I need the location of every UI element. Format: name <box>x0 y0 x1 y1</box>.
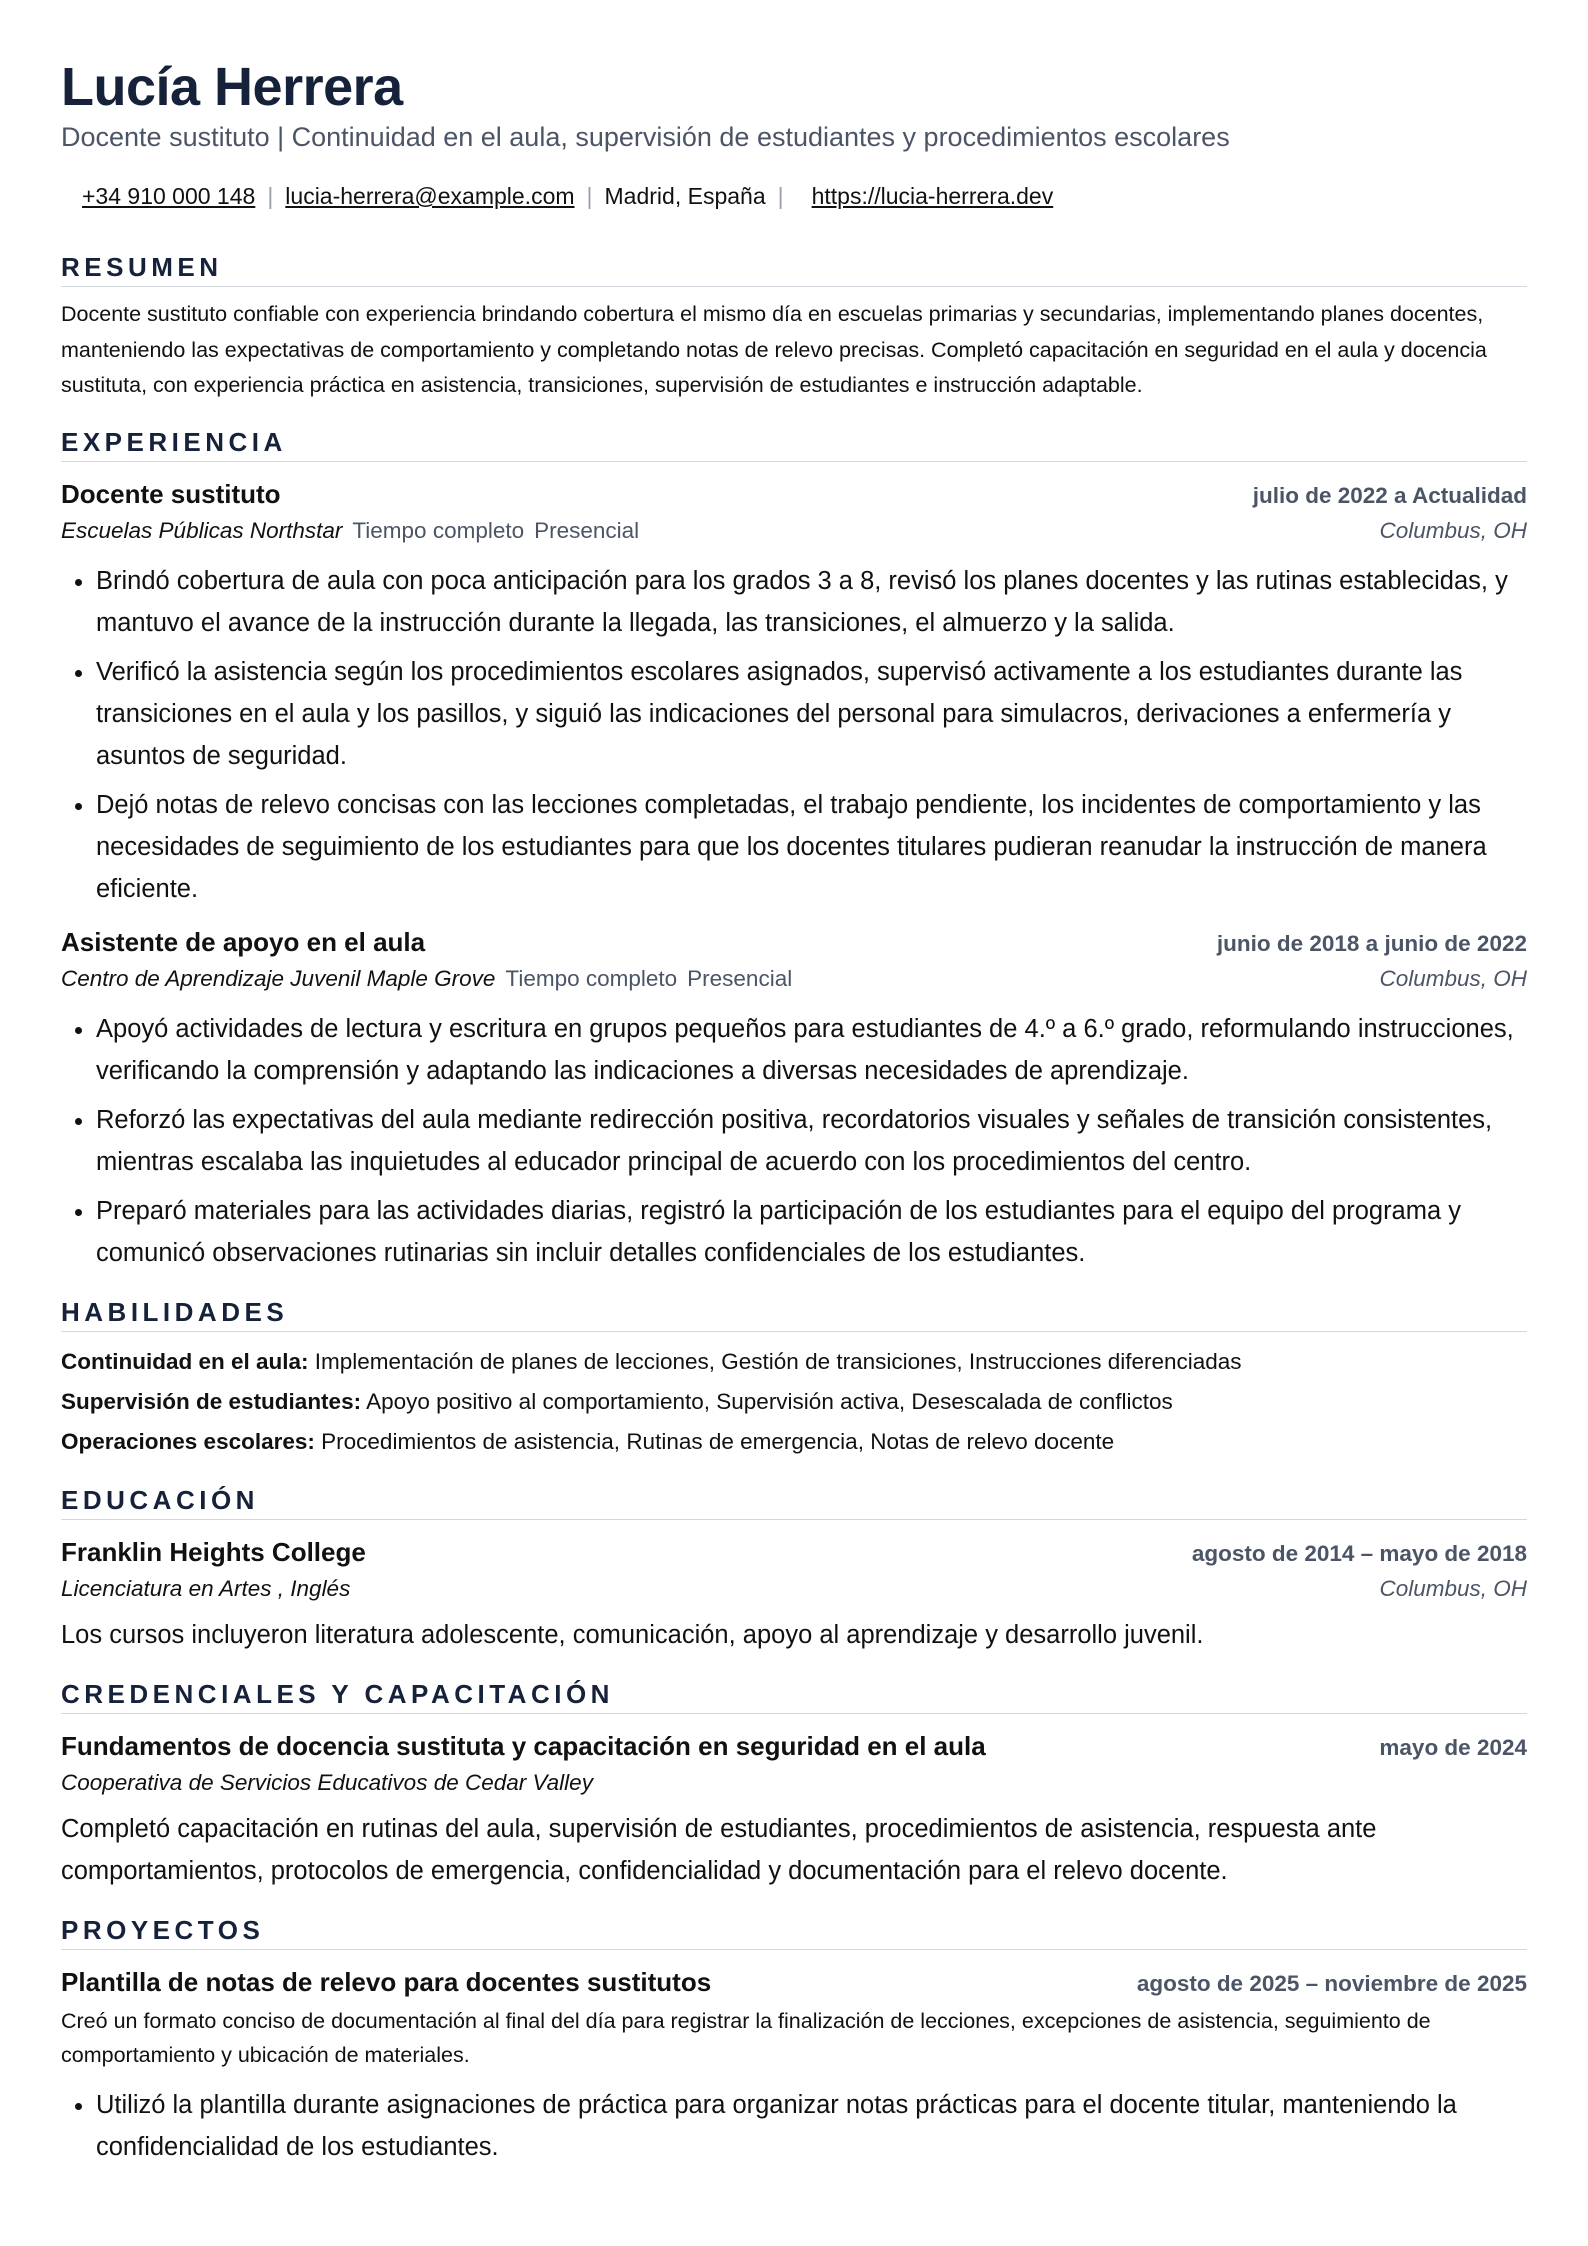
bullet-item: • Dejó notas de relevo concisas con las lecciones completadas, el trabajo pendiente, los incidentes de comportamiento y las necesidades de seguimiento de los estudiantes para que los docentes titulares pudieran reanudar la instrucción de manera eficiente. <box>96 784 1527 910</box>
education-section <box>61 1484 1527 1656</box>
skills-section <box>61 1296 1527 1462</box>
skill-group-items: Procedimientos de asistencia, Rutinas de emergencia, Notas de relevo docente <box>321 1428 1115 1454</box>
contact-line <box>82 181 1527 211</box>
credential-issuer: Cooperativa de Servicios Educativos de Cedar Valley <box>61 1769 593 1795</box>
bullet-item: • Reforzó las expectativas del aula mediante redirección positiva, recordatorios visuales y señales de transición consistentes, mientras escalaba las inquietudes al educador principal de acuerdo con los procedimientos del centro. <box>96 1099 1527 1183</box>
section-title-projects: PROYECTOS <box>61 1914 1527 1950</box>
job-location: Columbus, OH <box>1379 965 1527 991</box>
project-entry <box>61 1964 1527 2168</box>
section-title-credentials: CREDENCIALES Y CAPACITACIÓN <box>61 1678 1527 1714</box>
contact-separator: | <box>777 183 784 209</box>
education-dates: agosto de 2014 – mayo de 2018 <box>1191 1540 1527 1566</box>
job-dates: julio de 2022 a Actualidad <box>1252 482 1527 508</box>
credential-details: Completó capacitación en rutinas del aula, supervisión de estudiantes, procedimientos de asistencia, respuesta ante comportamientos, protocolos de emergencia, confidencialidad y documentación para el relevo docente. <box>61 1814 1377 1885</box>
job-title: Asistente de apoyo en el aula <box>61 926 426 957</box>
section-title-experience: EXPERIENCIA <box>61 426 1527 462</box>
phone-link[interactable]: +34 910 000 148 <box>82 183 256 209</box>
job-bullets <box>61 1008 1527 1274</box>
skill-group <box>61 1342 1527 1382</box>
job-organization: Centro de Aprendizaje Juvenil Maple Grove <box>61 965 496 991</box>
candidate-tagline: Docente sustituto | Continuidad en el aula, supervisión de estudiantes y procedimientos escolares <box>61 122 1230 152</box>
skill-group <box>61 1382 1527 1422</box>
bullet-item: • Preparó materiales para las actividades diarias, registró la participación de los estudiantes para el equipo del programa y comunicó observaciones rutinarias sin incluir detalles confidenciales de los estudiantes. <box>96 1190 1527 1274</box>
school-name: Franklin Heights College <box>61 1536 366 1567</box>
header <box>61 52 1527 211</box>
job-mode: Presencial <box>687 965 793 991</box>
skill-group-label: Operaciones escolares: <box>61 1428 315 1454</box>
education-entry <box>61 1534 1527 1656</box>
email-link[interactable]: lucia-herrera@example.com <box>285 183 575 209</box>
summary-section <box>61 251 1527 404</box>
job-bullets <box>61 560 1527 910</box>
job-organization: Escuelas Públicas Northstar <box>61 517 343 543</box>
job-title: Docente sustituto <box>61 478 281 509</box>
credential-entry <box>61 1728 1527 1892</box>
website-link[interactable]: https://lucia-herrera.dev <box>811 183 1054 209</box>
contact-separator: | <box>267 183 274 209</box>
experience-section <box>61 426 1527 1274</box>
bullet-item: • Utilizó la plantilla durante asignaciones de práctica para organizar notas prácticas para el docente titular, manteniendo la confidencialidad de los estudiantes. <box>96 2084 1527 2168</box>
bullet-item: • Verificó la asistencia según los procedimientos escolares asignados, supervisó activamente a los estudiantes durante las transiciones en el aula y los pasillos, y siguió las indicaciones del personal para simulacros, derivaciones a enfermería y asuntos de seguridad. <box>96 651 1527 777</box>
education-details: Los cursos incluyeron literatura adolescente, comunicación, apoyo al aprendizaje y desarrollo juvenil. <box>61 1620 1204 1649</box>
bullet-item: • Brindó cobertura de aula con poca anticipación para los grados 3 a 8, revisó los planes docentes y las rutinas establecidas, y mantuvo el avance de la instrucción durante la llegada, las transiciones, el almuerzo y la salida. <box>96 560 1527 644</box>
section-title-education: EDUCACIÓN <box>61 1484 1527 1520</box>
project-name: Plantilla de notas de relevo para docentes sustitutos <box>61 1966 712 1997</box>
skill-group <box>61 1422 1527 1462</box>
location-text: Madrid, España <box>604 183 766 209</box>
skill-group-label: Continuidad en el aula: <box>61 1348 309 1374</box>
bullet-item: • Apoyó actividades de lectura y escritura en grupos pequeños para estudiantes de 4.º a 6.º grado, reformulando instrucciones, verificando la comprensión y adaptando las indicaciones a diversas necesidades de aprendizaje. <box>96 1008 1527 1092</box>
job-dates: junio de 2018 a junio de 2022 <box>1216 930 1527 956</box>
job-type: Tiempo completo <box>505 965 678 991</box>
summary-text: Docente sustituto confiable con experiencia brindando cobertura el mismo día en escuelas primarias y secundarias, implementando planes docentes, manteniendo las expectativas de comportamiento y completando notas de relevo precisas. Completó capacitación en seguridad en el aula y docencia sustituta, con experiencia práctica en asistencia, transiciones, supervisión de estudiantes e instrucción adaptable. <box>61 302 1487 397</box>
experience-entry <box>61 924 1527 1274</box>
section-title-skills: HABILIDADES <box>61 1296 1527 1332</box>
credential-date: mayo de 2024 <box>1379 1734 1527 1760</box>
credentials-section <box>61 1678 1527 1892</box>
section-title-summary: RESUMEN <box>61 251 1527 287</box>
project-summary: Creó un formato conciso de documentación al final del día para registrar la finalización de lecciones, excepciones de asistencia, seguimiento de comportamiento y ubicación de materiales. <box>61 2008 1431 2067</box>
contact-separator: | <box>586 183 593 209</box>
project-bullets <box>61 2084 1527 2168</box>
job-mode: Presencial <box>534 517 640 543</box>
degree: Licenciatura en Artes , Inglés <box>61 1575 351 1601</box>
credential-name: Fundamentos de docencia sustituta y capacitación en seguridad en el aula <box>61 1730 986 1761</box>
education-location: Columbus, OH <box>1379 1575 1527 1601</box>
skill-group-items: Implementación de planes de lecciones, Gestión de transiciones, Instrucciones diferenciadas <box>314 1348 1242 1374</box>
experience-entry <box>61 476 1527 910</box>
skill-group-label: Supervisión de estudiantes: <box>61 1388 362 1414</box>
candidate-name: Lucía Herrera <box>61 57 403 117</box>
projects-section <box>61 1914 1527 2168</box>
project-dates: agosto de 2025 – noviembre de 2025 <box>1136 1970 1527 1996</box>
job-type: Tiempo completo <box>352 517 525 543</box>
skills-list <box>61 1342 1527 1462</box>
job-location: Columbus, OH <box>1379 517 1527 543</box>
skill-group-items: Apoyo positivo al comportamiento, Supervisión activa, Desescalada de conflictos <box>366 1388 1173 1414</box>
